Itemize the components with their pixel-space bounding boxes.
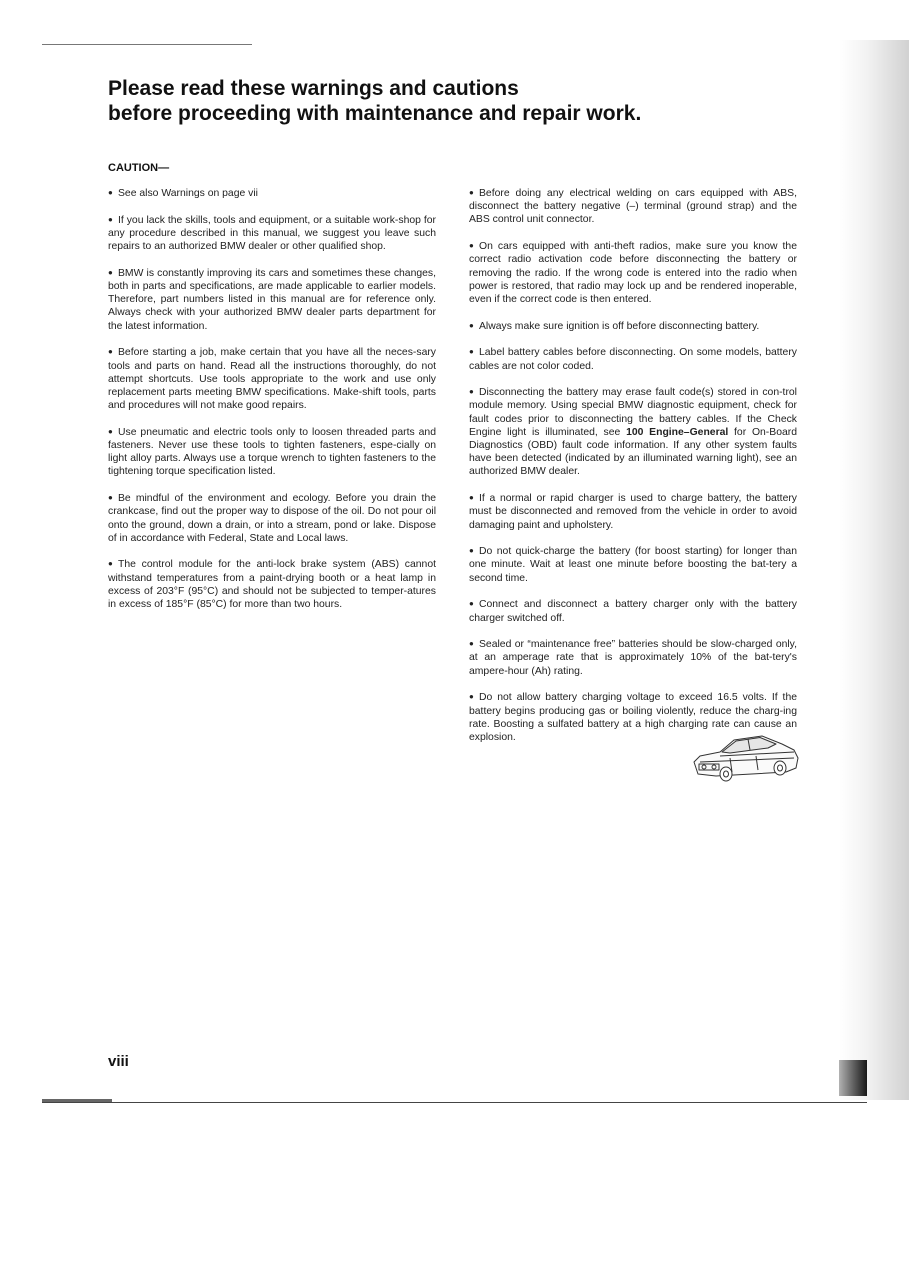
footer-rule bbox=[42, 1102, 867, 1103]
caution-item: ● If a normal or rapid charger is used to charge battery, the battery must be disconnected and removed from the vehicle in order to avoid damaging paint and upholstery. bbox=[469, 493, 797, 531]
left-column bbox=[108, 186, 436, 624]
caution-item: ● Use pneumatic and electric tools only to loosen threaded parts and fasteners. Never use these tools to tighten fasteners, espe-cially on light alloy parts. Always use a torque wrench to tighten fasteners to the tightening torque specification listed. bbox=[108, 426, 436, 478]
bullet-icon: ● bbox=[108, 267, 113, 277]
caution-label: CAUTION— bbox=[108, 162, 170, 174]
bullet-icon: ● bbox=[469, 320, 474, 330]
caution-item: ● See also Warnings on page vii bbox=[108, 188, 258, 199]
car-illustration-icon bbox=[690, 728, 802, 786]
page-heading bbox=[108, 76, 748, 126]
bullet-icon: ● bbox=[469, 493, 474, 503]
bullet-icon: ● bbox=[469, 387, 474, 397]
caution-item: ● Be mindful of the environment and ecology. Before you drain the crankcase, find out the proper way to dispose of the oil. Do not pour oil onto the ground, down a drain, or into a stream, pond or lake. Dispose of in accordance with Federal, State and Local laws. bbox=[108, 493, 436, 544]
caution-item: ● The control module for the anti-lock brake system (ABS) cannot withstand temperatures from a paint-drying booth or a heat lamp in excess of 203°F (95°C) and should not be subjected to temper-atures in excess of 185°F (85°C) for more than two hours. bbox=[108, 559, 436, 611]
caution-item: ● On cars equipped with anti-theft radios, make sure you know the correct radio activation code before disconnecting the battery or removing the radio. If the wrong code is entered into the radio when power is restored, that radio may lock up and be rendered inoperable, even if the correct code is then entered. bbox=[469, 241, 797, 305]
heading-line-1: Please read these warnings and cautions bbox=[108, 77, 519, 100]
bullet-icon: ● bbox=[108, 493, 113, 503]
caution-item: ● Label battery cables before disconnecting. On some models, battery cables are not color coded. bbox=[469, 347, 797, 372]
caution-item: ● If you lack the skills, tools and equipment, or a suitable work-shop for any procedure described in this manual, we suggest you leave such repairs to an authorized BMW dealer or other qualified shop. bbox=[108, 214, 436, 253]
section-reference: 100 Engine–General bbox=[626, 426, 729, 438]
bullet-icon: ● bbox=[108, 426, 113, 436]
page-number: viii bbox=[108, 1053, 129, 1070]
right-column bbox=[469, 186, 797, 757]
caution-item: ● BMW is constantly improving its cars and sometimes these changes, both in parts and specifications, are made applicable to earlier models. Therefore, part numbers listed in this manual are for reference only. Always check with your authorized BMW dealer parts department for the latest information. bbox=[108, 267, 436, 332]
bullet-icon: ● bbox=[469, 546, 474, 556]
caution-item: ● Sealed or “maintenance free” batteries should be slow-charged only, at an amperage rate that is approximately 10% of the bat-tery's ampere-hour (Ah) rating. bbox=[469, 639, 797, 677]
bullet-icon: ● bbox=[469, 188, 474, 197]
caution-item: ● Do not allow battery charging voltage to exceed 16.5 volts. If the battery begins producing gas or boiling violently, reduce the charg-ing rate. Boosting a sulfated battery at a high charging rate can cause an explosion. bbox=[469, 692, 797, 743]
caution-item: ● Before doing any electrical welding on cars equipped with ABS, disconnect the battery negative (–) terminal (ground strap) and the ABS control unit connector. bbox=[469, 188, 797, 226]
bullet-icon: ● bbox=[469, 241, 474, 251]
bullet-icon: ● bbox=[108, 214, 113, 224]
caution-item: ● Do not quick-charge the battery (for boost starting) for longer than one minute. Wait at least one minute before boosting the bat-tery a second time. bbox=[469, 546, 797, 584]
caution-item: ● Always make sure ignition is off before disconnecting battery. bbox=[469, 320, 760, 332]
caution-item: ● Before starting a job, make certain that you have all the neces-sary tools and parts on hand. Read all the instructions thoroughly, do not attempt shortcuts. Use tools appropriate to the work and use only replacement parts meeting BMW specifications. Make-shift tools, parts and procedures will not make good repairs. bbox=[108, 347, 436, 412]
scan-shadow-corner bbox=[839, 1060, 867, 1096]
bullet-icon: ● bbox=[108, 559, 113, 569]
caution-item: ● Connect and disconnect a battery charger only with the battery charger switched off. bbox=[469, 599, 797, 624]
scan-shadow-edge bbox=[839, 40, 909, 1100]
bullet-icon: ● bbox=[469, 639, 474, 649]
bullet-icon: ● bbox=[108, 347, 113, 357]
heading-line-2: before proceeding with maintenance and repair work. bbox=[108, 102, 642, 125]
bullet-icon: ● bbox=[469, 692, 474, 702]
bullet-icon: ● bbox=[469, 347, 474, 357]
bullet-icon: ● bbox=[108, 188, 113, 197]
caution-item-obd: ● Disconnecting the battery may erase fault code(s) stored in con-trol module memory. Using special BMW diagnostic equipment, check for fault codes prior to disconnecting the battery cables. If the Check Engine light is illuminated, see 100 Engine–General for On-Board Diagnostics (OBD) fault code information. If any other system faults have been detected (indicated by an illuminated warning light), see an authorized BMW dealer. bbox=[469, 387, 797, 478]
header-rule bbox=[42, 44, 252, 45]
bullet-icon: ● bbox=[469, 599, 474, 609]
